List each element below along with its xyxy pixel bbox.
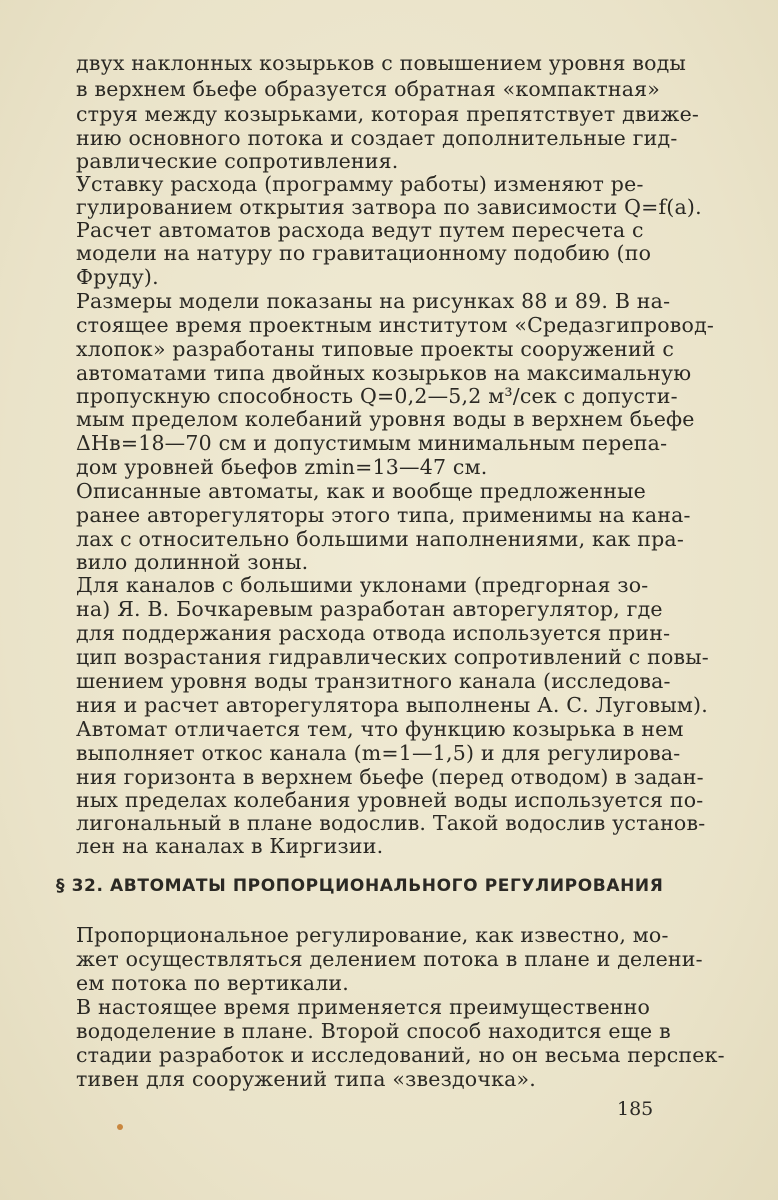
text-line: жет осуществляться делением потока в плане и делени- xyxy=(76,947,703,971)
text-line: Размеры модели показаны на рисунках 88 и 89. В на- xyxy=(76,289,671,313)
section-heading: § 32. АВТОМАТЫ ПРОПОРЦИОНАЛЬНОГО РЕГУЛИРОВАНИЯ xyxy=(56,876,664,896)
text-line: хлопок» разработаны типовые проекты сооружений с xyxy=(76,337,675,361)
text-line: дом уровней бьефов zmin=13—47 см. xyxy=(76,455,488,479)
text-line: для поддержания расхода отвода используется прин- xyxy=(76,621,671,645)
text-line: ем потока по вертикали. xyxy=(76,971,349,995)
text-line: нию основного потока и создает дополнительные гид- xyxy=(76,126,678,150)
text-line: на) Я. В. Бочкаревым разработан авторегулятор, где xyxy=(76,597,663,621)
text-line: ния горизонта в верхнем бьефе (перед отводом) в задан- xyxy=(76,765,704,789)
text-line: пропускную способность Q=0,2—5,2 м³/сек с допусти- xyxy=(76,384,678,408)
text-line: Описанные автоматы, как и вообще предложенные xyxy=(76,479,646,503)
text-line: гулированием открытия затвора по зависимости Q=f(a). xyxy=(76,195,702,219)
page-number: 185 xyxy=(617,1098,654,1120)
text-line: стадии разработок и исследований, но он весьма перспек- xyxy=(76,1043,725,1067)
text-line: модели на натуру по гравитационному подобию (по xyxy=(76,241,652,265)
text-line: тивен для сооружений типа «звездочка». xyxy=(76,1067,536,1091)
text-line: ния и расчет авторегулятора выполнены А. С. Луговым). xyxy=(76,693,708,717)
text-line: Расчет автоматов расхода ведут путем пересчета с xyxy=(76,218,644,242)
text-line: двух наклонных козырьков с повышением уровня воды xyxy=(76,51,687,75)
text-line: ных пределах колебания уровней воды используется по- xyxy=(76,788,704,812)
text-line: вододеление в плане. Второй способ находится еще в xyxy=(76,1019,671,1043)
text-line: мым пределом колебаний уровня воды в верхнем бьефе xyxy=(76,407,695,431)
text-line: Уставку расхода (программу работы) изменяют ре- xyxy=(76,172,644,196)
text-line: лен на каналах в Киргизии. xyxy=(76,834,384,858)
text-line: ΔHв=18—70 см и допустимым минимальным перепа- xyxy=(76,431,668,455)
text-line: ранее авторегуляторы этого типа, применимы на кана- xyxy=(76,503,691,527)
text-line: лигональный в плане водослив. Такой водослив установ- xyxy=(76,811,706,835)
text-line: Пропорциональное регулирование, как известно, мо- xyxy=(76,923,669,947)
text-line: в верхнем бьефе образуется обратная «компактная» xyxy=(76,77,661,101)
text-line: стоящее время проектным институтом «Средазгипровод- xyxy=(76,313,715,337)
text-line: лах с относительно большими наполнениями, как пра- xyxy=(76,527,684,551)
text-line: вило долинной зоны. xyxy=(76,550,309,574)
text-line: цип возрастания гидравлических сопротивлений с повы- xyxy=(76,645,709,669)
text-line: равлические сопротивления. xyxy=(76,149,399,173)
text-line: Фруду). xyxy=(76,265,159,289)
text-line: шением уровня воды транзитного канала (исследова- xyxy=(76,669,671,693)
ink-spot xyxy=(117,1124,123,1130)
text-line: В настоящее время применяется преимущественно xyxy=(76,995,651,1019)
text-line: Для каналов с большими уклонами (предгорная зо- xyxy=(76,573,649,597)
text-line: Автомат отличается тем, что функцию козырька в нем xyxy=(76,717,684,741)
text-line: автоматами типа двойных козырьков на максимальную xyxy=(76,361,692,385)
text-line: выполняет откос канала (m=1—1,5) и для регулирова- xyxy=(76,741,681,765)
text-line: струя между козырьками, которая препятствует движе- xyxy=(76,102,700,126)
